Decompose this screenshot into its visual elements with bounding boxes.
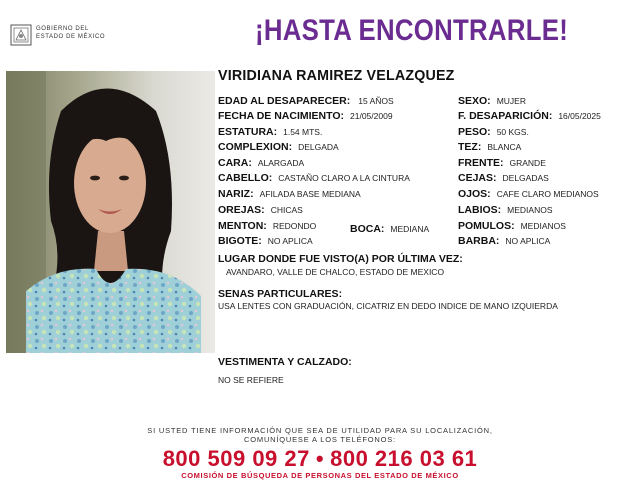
field-label: TEZ: xyxy=(458,141,482,153)
field-value: MEDIANOS xyxy=(507,205,553,215)
field-label: ESTATURA: xyxy=(218,126,278,138)
field-value: MEDIANOS xyxy=(520,221,566,231)
field-value: MUJER xyxy=(496,96,526,106)
phone-separator: • xyxy=(315,446,325,471)
field-value: BLANCA xyxy=(487,142,522,152)
field-menton xyxy=(218,220,316,233)
clothing-value: NO SE REFIERE xyxy=(218,375,284,385)
field-label: CABELLO: xyxy=(218,172,273,184)
last-seen-value: AVANDARO, VALLE DE CHALCO, ESTADO DE MEXICO xyxy=(226,267,445,277)
field-value: 50 KGS. xyxy=(496,127,529,137)
field-value: NO APLICA xyxy=(267,236,313,246)
field-cara xyxy=(218,157,304,170)
field-value: 15 AÑOS xyxy=(358,96,394,106)
field-value: MEDIANA xyxy=(390,224,430,234)
field-barba xyxy=(458,235,550,248)
field-fecha-nacimiento xyxy=(218,110,393,123)
field-boca xyxy=(350,223,429,236)
field-label: FECHA DE NACIMIENTO: xyxy=(218,110,344,122)
field-estatura xyxy=(218,126,322,139)
field-label: NARIZ: xyxy=(218,188,254,200)
field-value: DELGADA xyxy=(298,142,339,152)
field-bigote xyxy=(218,235,313,248)
field-label: OREJAS: xyxy=(218,204,265,216)
field-tez xyxy=(458,141,521,154)
person-name: VIRIDIANA RAMIREZ VELAZQUEZ xyxy=(218,67,455,84)
headline: ¡HASTA ENCONTRARLE! xyxy=(255,14,569,47)
field-nariz xyxy=(218,188,361,201)
phone-number-2[interactable]: 800 216 03 61 xyxy=(330,446,478,471)
field-value: 1.54 MTS. xyxy=(283,127,323,137)
marks-value: USA LENTES CON GRADUACIÓN, CICATRIZ EN DEDO INDICE DE MANO IZQUIERDA xyxy=(218,301,558,311)
field-frente xyxy=(458,157,546,170)
logo-line-1: GOBIERNO DEL xyxy=(36,26,89,32)
field-labios xyxy=(458,204,553,217)
field-value: REDONDO xyxy=(272,221,317,231)
field-value: AFILADA BASE MEDIANA xyxy=(259,189,361,199)
field-label: CEJAS: xyxy=(458,172,497,184)
field-value: CASTAÑO CLARO A LA CINTURA xyxy=(278,173,410,183)
field-orejas xyxy=(218,204,303,217)
field-label: MENTON: xyxy=(218,220,267,232)
clothing-label: VESTIMENTA Y CALZADO: xyxy=(218,356,352,368)
field-peso xyxy=(458,126,529,139)
field-pomulos xyxy=(458,220,566,233)
field-value: NO APLICA xyxy=(505,236,551,246)
field-value: ALARGADA xyxy=(257,158,305,168)
last-seen-label: LUGAR DONDE FUE VISTO(A) POR ÚLTIMA VEZ: xyxy=(218,253,463,265)
field-label: OJOS: xyxy=(458,188,491,200)
commission-name: COMISIÓN DE BÚSQUEDA DE PERSONAS DEL ESTADO DE MÉXICO xyxy=(181,471,459,480)
footer-note-line-2: COMUNÍQUESE A LOS TELÉFONOS: xyxy=(244,435,396,444)
field-edad xyxy=(218,95,394,108)
field-f-desaparicion xyxy=(458,110,601,123)
field-label: BOCA: xyxy=(350,223,385,235)
phone-number-1[interactable]: 800 509 09 27 xyxy=(162,446,310,471)
field-label: COMPLEXION: xyxy=(218,141,293,153)
portrait-illustration xyxy=(6,71,215,353)
field-value: 16/05/2025 xyxy=(558,111,601,121)
field-label: F. DESAPARICIÓN: xyxy=(458,110,553,122)
field-ojos xyxy=(458,188,599,201)
field-value: CHICAS xyxy=(270,205,303,215)
field-value: GRANDE xyxy=(509,158,546,168)
field-label: EDAD AL DESAPARECER: xyxy=(218,95,351,107)
field-value: 21/05/2009 xyxy=(350,111,393,121)
field-label: SEXO: xyxy=(458,95,491,107)
logo-line-2: ESTADO DE MÉXICO xyxy=(36,34,106,40)
government-logo xyxy=(10,24,120,46)
field-sexo xyxy=(458,95,526,108)
field-complexion xyxy=(218,141,339,154)
field-label: PESO: xyxy=(458,126,491,138)
field-label: LABIOS: xyxy=(458,204,502,216)
field-value: DELGADAS xyxy=(502,173,549,183)
person-photo xyxy=(6,71,215,353)
field-label: BIGOTE: xyxy=(218,235,262,247)
phone-numbers xyxy=(0,446,640,472)
field-cabello xyxy=(218,172,410,185)
field-label: POMULOS: xyxy=(458,220,515,232)
field-value: CAFE CLARO MEDIANOS xyxy=(496,189,599,199)
field-cejas xyxy=(458,172,549,185)
state-seal-icon xyxy=(10,24,32,46)
field-label: BARBA: xyxy=(458,235,500,247)
marks-label: SENAS PARTICULARES: xyxy=(218,288,343,300)
field-label: FRENTE: xyxy=(458,157,504,169)
footer-note-line-1: SI USTED TIENE INFORMACIÓN QUE SEA DE UTILIDAD PARA SU LOCALIZACIÓN, xyxy=(147,426,493,435)
field-label: CARA: xyxy=(218,157,252,169)
